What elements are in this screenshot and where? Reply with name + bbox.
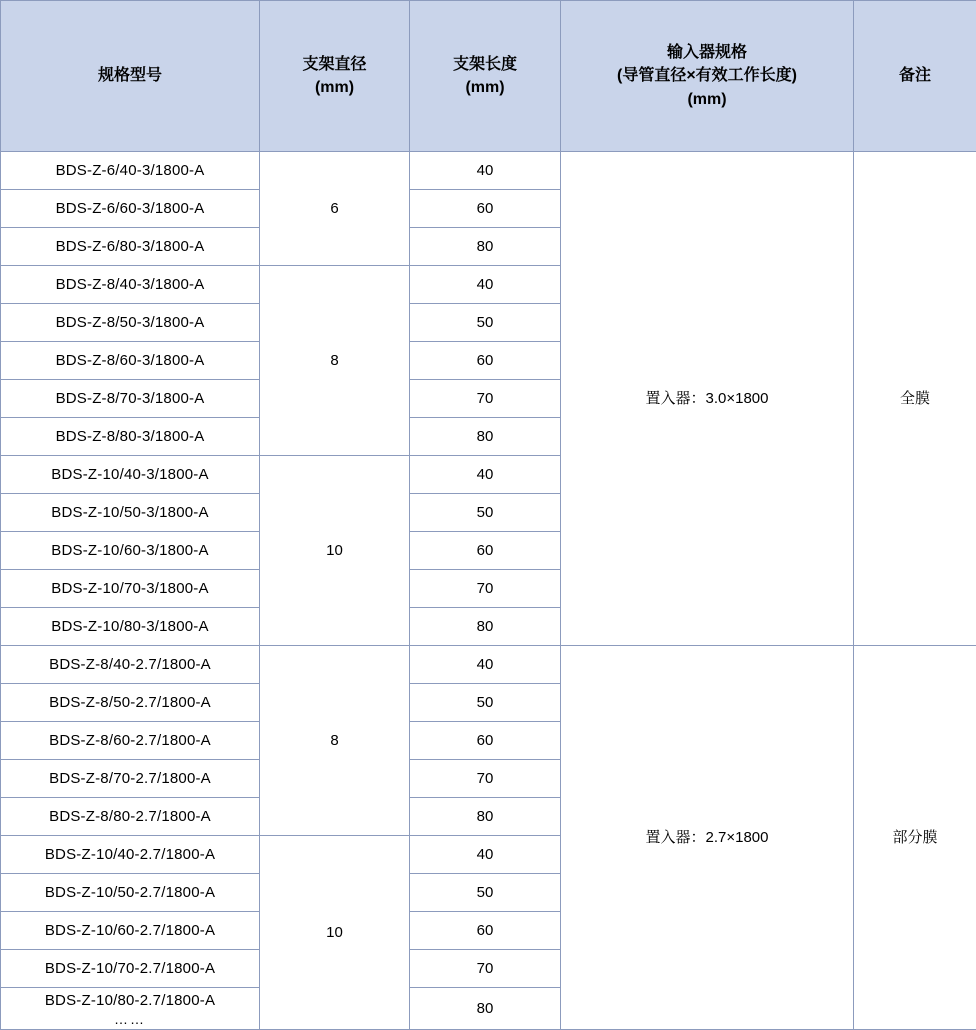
cell-diameter-group: 10 (260, 456, 410, 646)
cell-length: 40 (410, 152, 561, 190)
table-row (1, 646, 976, 684)
cell-model: BDS-Z-10/60-2.7/1800-A (1, 912, 260, 950)
cell-length: 80 (410, 418, 561, 456)
cell-model-text: BDS-Z-10/80-2.7/1800-A (45, 992, 215, 1009)
cell-length: 60 (410, 912, 561, 950)
cell-model: BDS-Z-10/70-3/1800-A (1, 570, 260, 608)
cell-model: BDS-Z-6/40-3/1800-A (1, 152, 260, 190)
cell-length: 80 (410, 608, 561, 646)
cell-model: BDS-Z-8/80-2.7/1800-A (1, 798, 260, 836)
header-line: 支架长度 (453, 56, 517, 73)
cell-model: BDS-Z-10/50-3/1800-A (1, 494, 260, 532)
column-header-model (1, 1, 260, 152)
cell-length: 60 (410, 532, 561, 570)
cell-length: 70 (410, 760, 561, 798)
cell-model: BDS-Z-8/70-2.7/1800-A (1, 760, 260, 798)
cell-length: 50 (410, 684, 561, 722)
column-header-inputter-spec (561, 1, 854, 152)
cell-model: BDS-Z-8/70-3/1800-A (1, 380, 260, 418)
header-line-unit: (mm) (315, 79, 354, 96)
cell-length: 70 (410, 950, 561, 988)
cell-length: 80 (410, 988, 561, 1030)
cell-model-last (1, 988, 260, 1030)
cell-model: BDS-Z-8/60-3/1800-A (1, 342, 260, 380)
cell-model: BDS-Z-10/80-3/1800-A (1, 608, 260, 646)
header-line: 备注 (899, 67, 931, 84)
cell-length: 50 (410, 304, 561, 342)
cell-diameter-group: 8 (260, 646, 410, 836)
table-body (1, 152, 976, 1030)
header-line-detail: (导管直径×有效工作长度) (617, 67, 797, 84)
cell-length: 50 (410, 874, 561, 912)
cell-model: BDS-Z-10/40-2.7/1800-A (1, 836, 260, 874)
header-line-unit: (mm) (465, 79, 504, 96)
cell-length: 60 (410, 342, 561, 380)
cell-length: 40 (410, 456, 561, 494)
cell-model: BDS-Z-8/60-2.7/1800-A (1, 722, 260, 760)
cell-model: BDS-Z-6/80-3/1800-A (1, 228, 260, 266)
cell-model: BDS-Z-8/50-2.7/1800-A (1, 684, 260, 722)
cell-inputter-group: 置入器：3.0×1800 (561, 152, 854, 646)
cell-model: BDS-Z-8/40-3/1800-A (1, 266, 260, 304)
cell-model: BDS-Z-10/50-2.7/1800-A (1, 874, 260, 912)
cell-length: 70 (410, 570, 561, 608)
cell-remark-group: 部分膜 (854, 646, 976, 1030)
cell-model: BDS-Z-8/40-2.7/1800-A (1, 646, 260, 684)
cell-length: 80 (410, 798, 561, 836)
cell-length: 40 (410, 266, 561, 304)
table-row (1, 152, 976, 190)
cell-length: 40 (410, 646, 561, 684)
header-line-unit: (mm) (687, 91, 726, 108)
column-header-remark (854, 1, 976, 152)
cell-model: BDS-Z-6/60-3/1800-A (1, 190, 260, 228)
header-line: 支架直径 (302, 56, 366, 73)
cell-inputter-group: 置入器：2.7×1800 (561, 646, 854, 1030)
cell-length: 60 (410, 190, 561, 228)
column-header-stent-diameter (260, 1, 410, 152)
cell-model: BDS-Z-8/50-3/1800-A (1, 304, 260, 342)
table-header (1, 1, 976, 152)
header-line: 输入器规格 (667, 44, 747, 61)
cell-length: 50 (410, 494, 561, 532)
cell-remark-group: 全膜 (854, 152, 976, 646)
cell-length: 40 (410, 836, 561, 874)
cell-model: BDS-Z-8/80-3/1800-A (1, 418, 260, 456)
header-line: 规格型号 (98, 67, 162, 84)
header-row (1, 1, 976, 152)
cell-model: BDS-Z-10/60-3/1800-A (1, 532, 260, 570)
cell-length: 60 (410, 722, 561, 760)
cell-diameter-group: 8 (260, 266, 410, 456)
cell-diameter-group: 6 (260, 152, 410, 266)
cell-diameter-group: 10 (260, 836, 410, 1030)
cell-model: BDS-Z-10/40-3/1800-A (1, 456, 260, 494)
column-header-stent-length (410, 1, 561, 152)
ellipsis-text: …… (5, 1012, 255, 1027)
cell-length: 70 (410, 380, 561, 418)
cell-model: BDS-Z-10/70-2.7/1800-A (1, 950, 260, 988)
cell-length: 80 (410, 228, 561, 266)
